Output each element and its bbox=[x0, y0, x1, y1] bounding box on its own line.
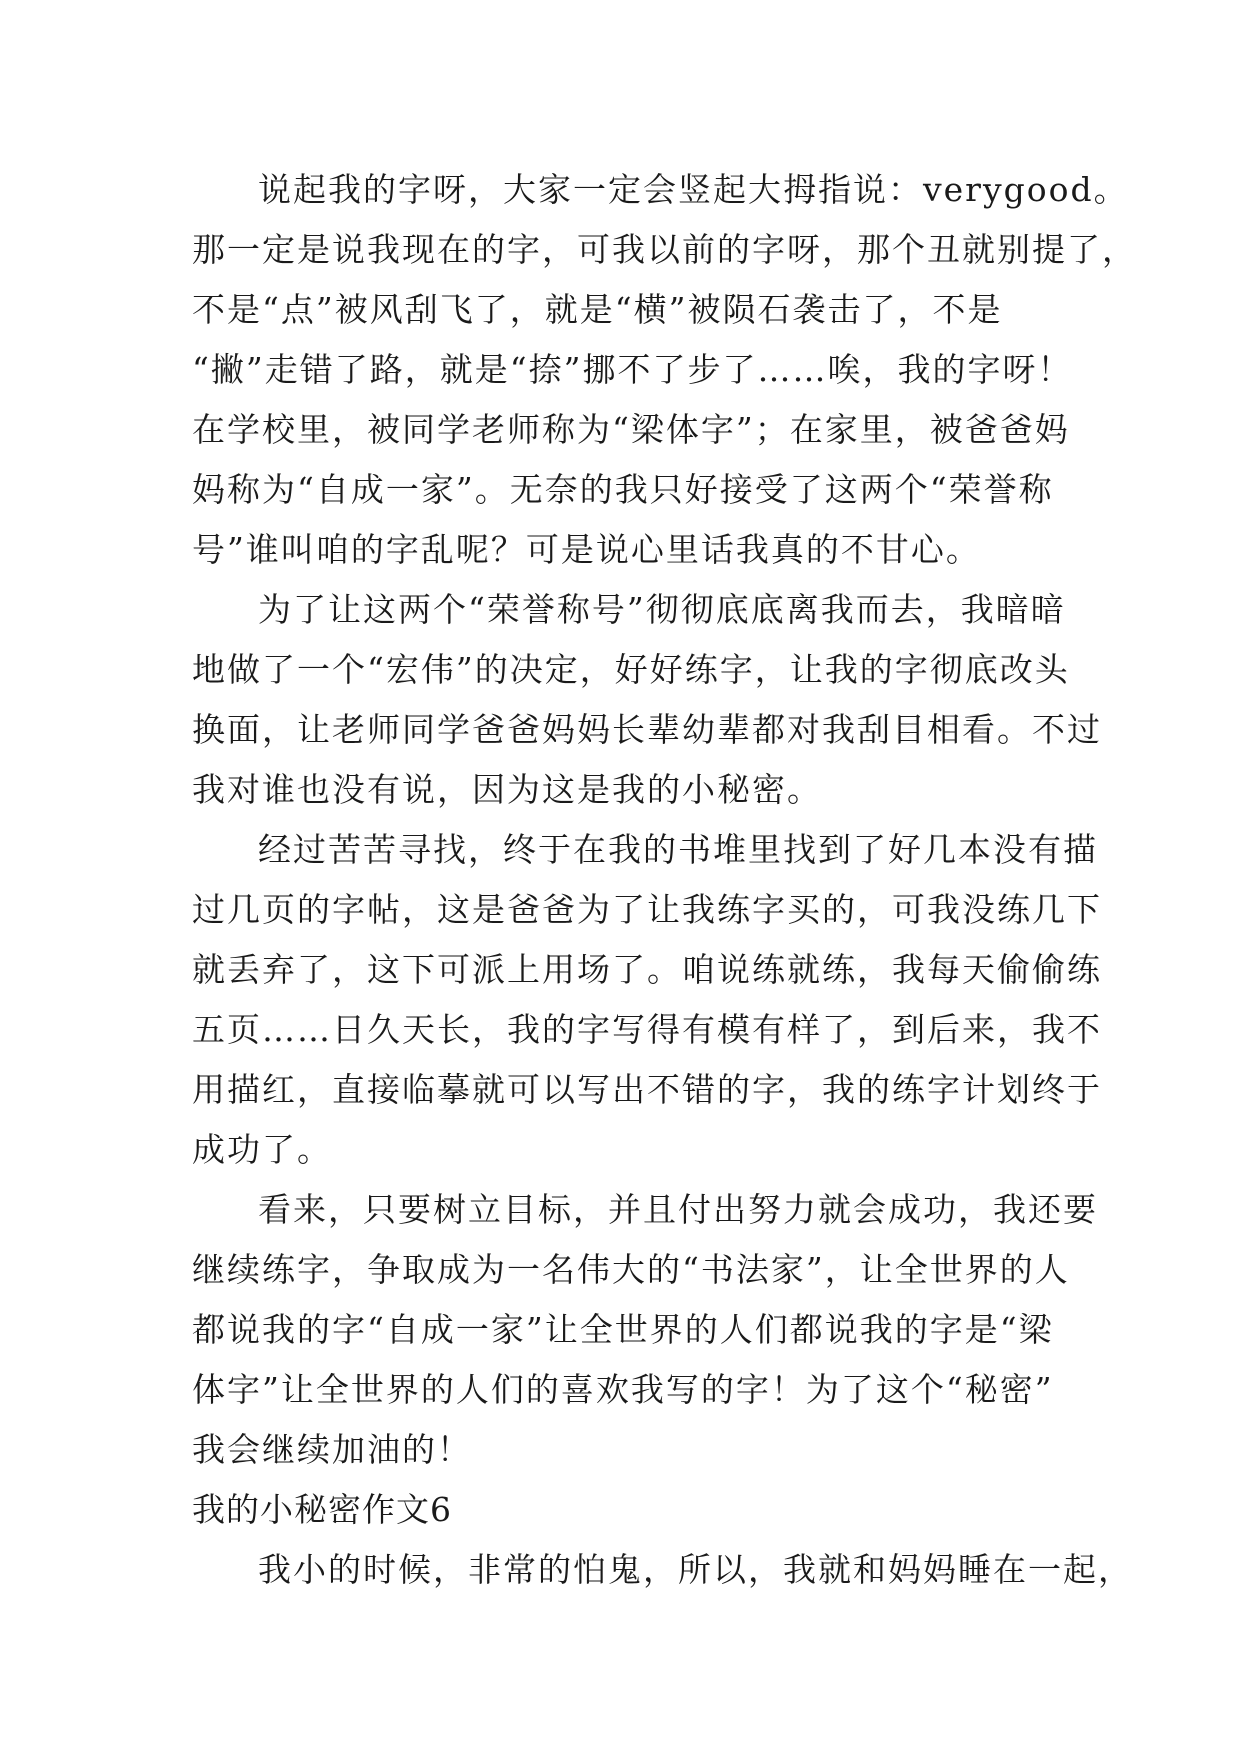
text-line: 用描红，直接临摹就可以写出不错的字，我的练字计划终于 bbox=[192, 1070, 1102, 1109]
text-line: 都说我的字“自成一家”让全世界的人们都说我的字是“梁 bbox=[192, 1310, 1054, 1349]
text-line: 我对谁也没有说，因为这是我的小秘密。 bbox=[192, 770, 822, 809]
section-heading: 我的小秘密作文6 bbox=[192, 1490, 452, 1529]
text-line: 看来，只要树立目标，并且付出努力就会成功，我还要 bbox=[258, 1190, 1098, 1229]
document-body bbox=[192, 160, 1137, 1600]
text-line: 为了让这两个“荣誉称号”彻彻底底离我而去，我暗暗 bbox=[258, 590, 1066, 629]
text-line: 我会继续加油的！ bbox=[192, 1430, 472, 1469]
text-line: 说起我的字呀，大家一定会竖起大拇指说：verygood。 bbox=[258, 170, 1129, 209]
text-line: 在学校里，被同学老师称为“梁体字”；在家里，被爸爸妈 bbox=[192, 410, 1070, 449]
text-line: 我小的时候，非常的怕鬼，所以，我就和妈妈睡在一起， bbox=[258, 1550, 1133, 1589]
text-line: 不是“点”被风刮飞了，就是“横”被陨石袭击了，不是 bbox=[192, 290, 1003, 329]
text-line: 换面，让老师同学爸爸妈妈长辈幼辈都对我刮目相看。不过 bbox=[192, 710, 1102, 749]
text-line: 地做了一个“宏伟”的决定，好好练字，让我的字彻底改头 bbox=[192, 650, 1070, 689]
text-line: 成功了。 bbox=[192, 1130, 332, 1169]
text-line: 五页……日久天长，我的字写得有模有样了，到后来，我不 bbox=[192, 1010, 1102, 1049]
text-line: 就丢弃了，这下可派上用场了。咱说练就练，我每天偷偷练 bbox=[192, 950, 1102, 989]
text-line: 体字”让全世界的人们的喜欢我写的字！为了这个“秘密” bbox=[192, 1370, 1054, 1409]
text-line: “撇”走错了路，就是“捺”挪不了步了……唉，我的字呀！ bbox=[192, 350, 1073, 389]
text-line: 号”谁叫咱的字乱呢？可是说心里话我真的不甘心。 bbox=[192, 530, 981, 569]
text-line: 经过苦苦寻找，终于在我的书堆里找到了好几本没有描 bbox=[258, 830, 1098, 869]
text-line: 那一定是说我现在的字，可我以前的字呀，那个丑就别提了， bbox=[192, 230, 1137, 269]
text-line: 妈称为“自成一家”。无奈的我只好接受了这两个“荣誉称 bbox=[192, 470, 1054, 509]
text-line: 继续练字，争取成为一名伟大的“书法家”，让全世界的人 bbox=[192, 1250, 1070, 1289]
text-line: 过几页的字帖，这是爸爸为了让我练字买的，可我没练几下 bbox=[192, 890, 1102, 929]
